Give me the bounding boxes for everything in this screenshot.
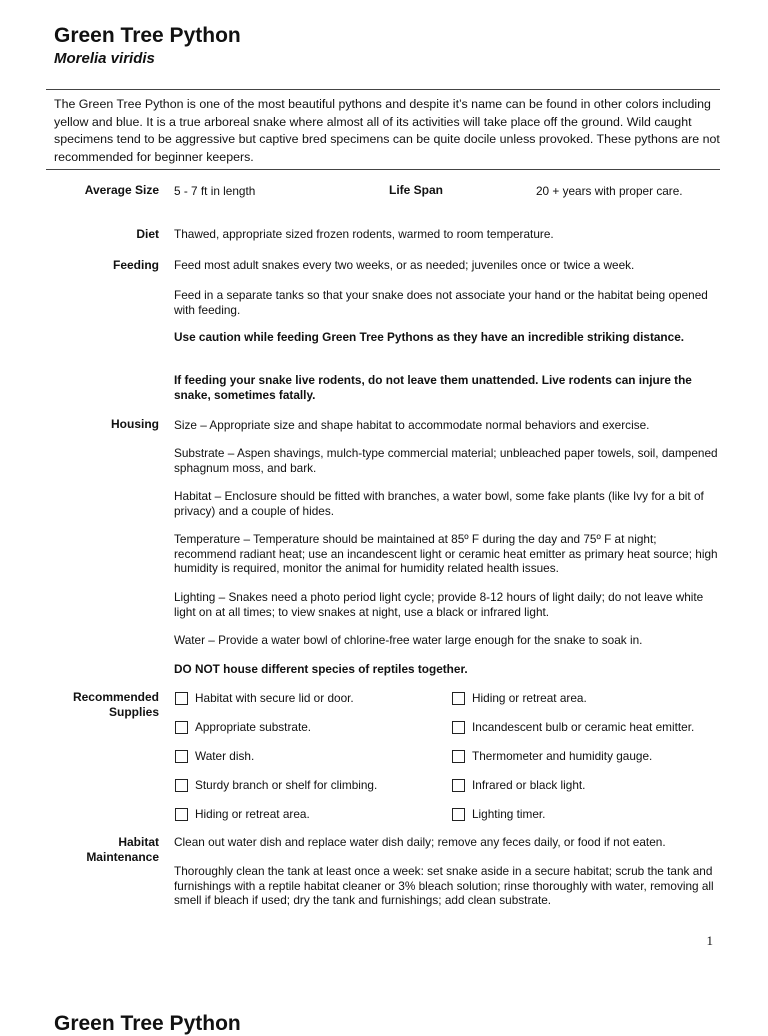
maintenance-label-line1: Habitat	[118, 835, 159, 849]
life-span-value: 20 + years with proper care.	[536, 184, 683, 198]
checkbox[interactable]	[452, 750, 465, 763]
next-page-title: Green Tree Python	[54, 1012, 241, 1035]
maintenance-daily: Clean out water dish and replace water dish daily; remove any feces daily, or food if not eaten.	[174, 835, 666, 849]
maintenance-weekly: Thoroughly clean the tank at least once a week: set snake aside in a secure habitat; scrub the tank and furnishings with a reptile habitat cleaner or 3% bleach solution; rinse thoroughly with water, removing all smell if bleach if used; dry the tank and furnishings; add clean substrate.	[174, 864, 714, 907]
housing-lighting: Lighting – Snakes need a photo period light cycle; provide 8-12 hours of light daily; do not leave white light on at all times; to view snakes at night, use a black or infrared light.	[174, 590, 704, 619]
checkbox[interactable]	[452, 779, 465, 792]
supply-item: Infrared or black light.	[472, 778, 586, 792]
feeding-caution: Use caution while feeding Green Tree Pythons as they have an incredible striking distance.	[174, 330, 685, 344]
supplies-label	[40, 690, 159, 720]
feeding-frequency: Feed most adult snakes every two weeks, or as needed; juveniles once or twice a week.	[174, 258, 635, 272]
checkbox[interactable]	[175, 721, 188, 734]
checkbox[interactable]	[452, 808, 465, 821]
supply-item: Sturdy branch or shelf for climbing.	[195, 778, 378, 792]
supply-item: Appropriate substrate.	[195, 720, 312, 734]
supply-item: Incandescent bulb or ceramic heat emitter.	[472, 720, 695, 734]
maintenance-label-line2: Maintenance	[86, 850, 159, 864]
checkbox[interactable]	[175, 692, 188, 705]
checkbox[interactable]	[175, 808, 188, 821]
housing-habitat: Habitat – Enclosure should be fitted with branches, a water bowl, some fake plants (like Ivy for a bit of privacy) and a couple of hides.	[174, 489, 704, 518]
supplies-label-line2: Supplies	[108, 705, 159, 719]
housing-warning: DO NOT house different species of reptiles together.	[174, 662, 468, 676]
checkbox[interactable]	[175, 750, 188, 763]
supply-item: Habitat with secure lid or door.	[195, 691, 354, 705]
checkbox[interactable]	[452, 721, 465, 734]
housing-temperature: Temperature – Temperature should be maintained at 85º F during the day and 75º F at night; recommend radiant heat; use an incandescent light or ceramic heat emitter as primary heat source; high humidity is required, monitor the animal for humidity related health issues.	[174, 532, 718, 575]
supply-item: Water dish.	[195, 749, 255, 763]
average-size-label: Average Size	[84, 183, 159, 197]
diet-label: Diet	[136, 227, 159, 241]
page-title: Green Tree Python	[54, 24, 241, 47]
life-span-label: Life Span	[389, 183, 444, 197]
supply-item: Hiding or retreat area.	[472, 691, 587, 705]
housing-water: Water – Provide a water bowl of chlorine-free water large enough for the snake to soak in.	[174, 633, 643, 647]
feeding-separate-tank: Feed in a separate tanks so that your snake does not associate your hand or the habitat being opened with feeding.	[174, 288, 708, 317]
scientific-name: Morelia viridis	[54, 50, 155, 67]
supply-item: Lighting timer.	[472, 807, 546, 821]
supply-item: Thermometer and humidity gauge.	[472, 749, 653, 763]
divider-top	[46, 89, 720, 90]
checkbox[interactable]	[452, 692, 465, 705]
page-number: 1	[706, 933, 713, 948]
divider-intro	[46, 169, 720, 170]
diet-text: Thawed, appropriate sized frozen rodents, warmed to room temperature.	[174, 227, 554, 241]
housing-substrate: Substrate – Aspen shavings, mulch-type commercial material; unbleached paper towels, soil, dampened sphagnum moss, and bark.	[174, 446, 718, 475]
checkbox[interactable]	[175, 779, 188, 792]
average-size-value: 5 - 7 ft in length	[174, 184, 256, 198]
maintenance-label	[40, 835, 159, 865]
feeding-label: Feeding	[112, 258, 159, 272]
supplies-label-line1: Recommended	[72, 690, 159, 704]
supply-item: Hiding or retreat area.	[195, 807, 310, 821]
housing-size: Size – Appropriate size and shape habitat to accommodate normal behaviors and exercise.	[174, 418, 650, 432]
intro-paragraph: The Green Tree Python is one of the most beautiful pythons and despite it’s name can be found in other colors including yellow and blue. It is a true arboreal snake where almost all of its activities will take place off the ground. Wild caught specimens tend to be aggressive but captive bred specimens can be quite docile unless provoked. These pythons are not recommended for beginner keepers.	[54, 97, 720, 164]
feeding-live-rodents: If feeding your snake live rodents, do not leave them unattended. Live rodents can injure the snake, sometimes fatally.	[174, 373, 692, 402]
housing-label: Housing	[111, 417, 159, 431]
